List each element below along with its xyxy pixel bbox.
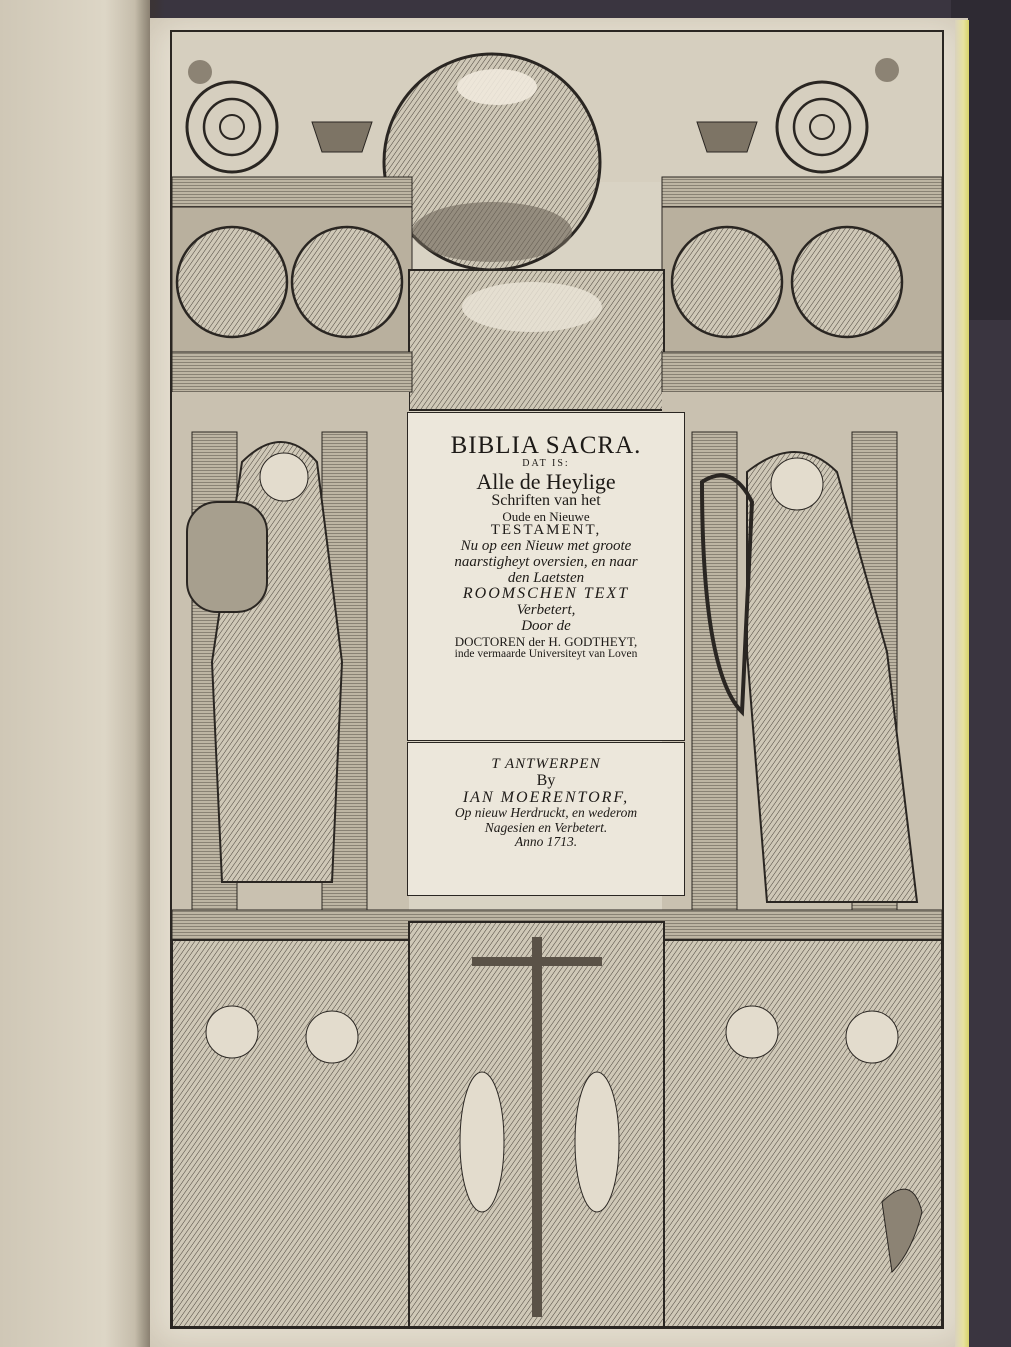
imprint-year: Anno 1713. — [514, 833, 578, 849]
subtitle-line-11: DOCTOREN der H. GODTHEYT, — [454, 633, 638, 649]
david-figure-niche — [662, 392, 942, 912]
left-urn-icon — [312, 122, 372, 152]
subtitle-line-7: den Laetsten — [507, 569, 585, 586]
ten-commandments-tablets — [187, 502, 267, 612]
book-title: BIBLIA SACRA. — [450, 432, 642, 459]
creation-medallion — [384, 54, 600, 270]
imprint-line-2: Nagesien en Verbetert. — [484, 819, 608, 835]
subtitle-line-10: Door de — [521, 617, 571, 634]
imprint-printer: IAN MOERENTORF, — [462, 788, 630, 806]
imprint-place: T ANTWERPEN — [491, 756, 601, 772]
imprint-line-1: Op nieuw Herdruckt, en wederom — [454, 805, 638, 821]
medallion-moses-tablets — [672, 227, 782, 337]
subtitle-line-2: Schriften van het — [491, 491, 601, 509]
evangelists-matthew-mark — [172, 940, 409, 1327]
previous-page-leaf — [0, 0, 150, 1347]
subtitle-line-5: Nu op een Nieuw met groote — [460, 538, 632, 555]
imprint-cartouche — [407, 742, 685, 896]
medallion-christ — [792, 227, 902, 337]
subtitle-line-6: naarstigheyt oversien, en naar — [454, 553, 638, 570]
medallion-expulsion — [177, 227, 287, 337]
moses-figure-niche — [172, 392, 409, 912]
subtitle-line-4: TESTAMENT, — [490, 522, 602, 539]
evangelists-luke-john — [664, 940, 942, 1327]
title-cartouche — [407, 412, 685, 741]
subtitle-line-12: inde vermaarde Universiteyt van Loven — [454, 648, 638, 661]
right-urn-icon — [697, 122, 757, 152]
subtitle-line-1: Alle de Heylige — [476, 468, 616, 494]
subtitle-line-9: Verbetert, — [516, 602, 576, 619]
page-edge-gilt — [955, 20, 969, 1347]
medallion-adam-eve — [292, 227, 402, 337]
crucifixion-panel — [409, 922, 664, 1327]
imprint-by: By — [536, 771, 556, 789]
dat-is: DAT IS: — [522, 458, 570, 470]
subtitle-line-8: ROOMSCHEN TEXT — [462, 585, 630, 603]
subtitle-line-3: Oude en Nieuwe — [502, 508, 590, 524]
